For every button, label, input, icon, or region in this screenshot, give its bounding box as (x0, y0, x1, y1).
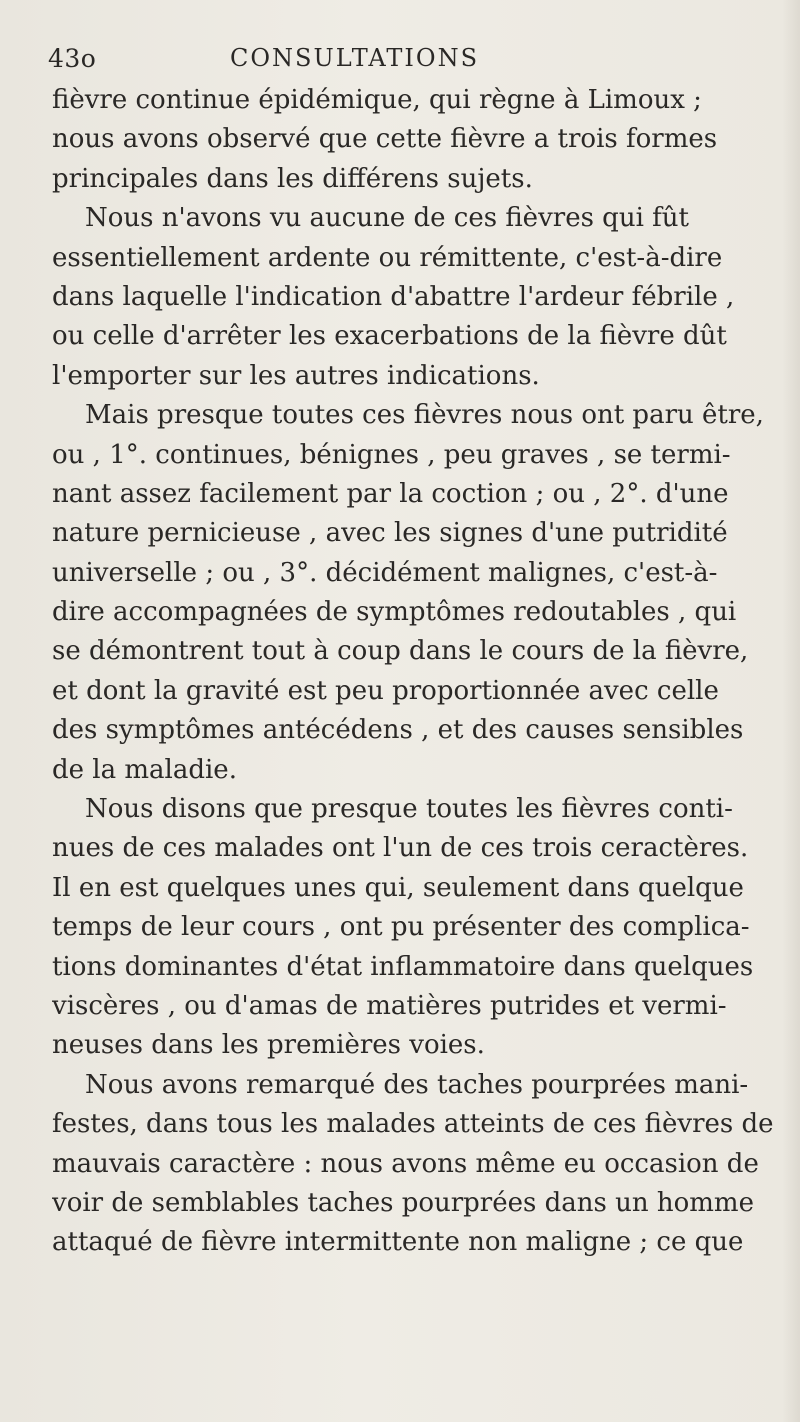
text-line: et dont la gravité est peu proportionnée avec celle (52, 675, 719, 706)
text-line: voir de semblables taches pourprées dans un homme (52, 1187, 754, 1218)
paragraph-start-line: Nous n'avons vu aucune de ces fièvres qui fût (85, 203, 689, 234)
text-line: ou celle d'arrêter les exacerbations de la fièvre dût (52, 321, 727, 352)
text-line: des symptômes antécédens , et des causes sensibles (52, 715, 744, 746)
text-line: neuses dans les premières voies. (52, 1030, 485, 1061)
text-line: l'emporter sur les autres indications. (52, 360, 540, 391)
text-line: essentiellement ardente ou rémittente, c'est-à-dire (52, 242, 723, 273)
text-line: ou , 1°. continues, bénignes , peu graves , se termi- (52, 439, 731, 470)
text-line: attaqué de fièvre intermittente non maligne ; ce que (52, 1227, 744, 1258)
text-line: se démontrent tout à coup dans le cours de la fièvre, (52, 636, 749, 667)
paragraph-start-line: Mais presque toutes ces fièvres nous ont paru être, (85, 400, 764, 431)
text-line: mauvais caractère : nous avons même eu occasion de (52, 1148, 759, 1179)
page-number: 43o (48, 44, 97, 73)
text-line: tions dominantes d'état inflammatoire dans quelques (52, 951, 754, 982)
body-text (52, 81, 798, 1263)
text-line: nature pernicieuse , avec les signes d'une putridité (52, 518, 728, 549)
page-header (48, 44, 568, 84)
text-line: Il en est quelques unes qui, seulement dans quelque (52, 872, 744, 903)
text-line: viscères , ou d'amas de matières putrides et vermi- (52, 990, 727, 1021)
text-line: nous avons observé que cette fièvre a trois formes (52, 124, 718, 155)
text-line: festes, dans tous les malades atteints de ces fièvres de (52, 1109, 774, 1140)
paragraph-start-line: Nous disons que presque toutes les fièvres conti- (85, 794, 733, 825)
text-line: universelle ; ou , 3°. décidément malignes, c'est-à- (52, 557, 718, 588)
paragraph-start-line: Nous avons remarqué des taches pourprées mani- (85, 1069, 749, 1100)
text-line: fièvre continue épidémique, qui règne à Limoux ; (52, 85, 702, 115)
text-line: nues de ces malades ont l'un de ces trois ceractères. (52, 833, 749, 864)
text-line: dire accompagnées de symptômes redoutables , qui (52, 597, 737, 628)
text-line: nant assez facilement par la coction ; ou , 2°. d'une (52, 478, 729, 509)
running-title: CONSULTATIONS (230, 44, 480, 72)
text-line: principales dans les différens sujets. (52, 163, 533, 194)
text-line: temps de leur cours , ont pu présenter des complica- (52, 912, 750, 943)
text-line: dans laquelle l'indication d'abattre l'ardeur fébrile , (52, 281, 735, 312)
text-line: de la maladie. (52, 754, 237, 785)
